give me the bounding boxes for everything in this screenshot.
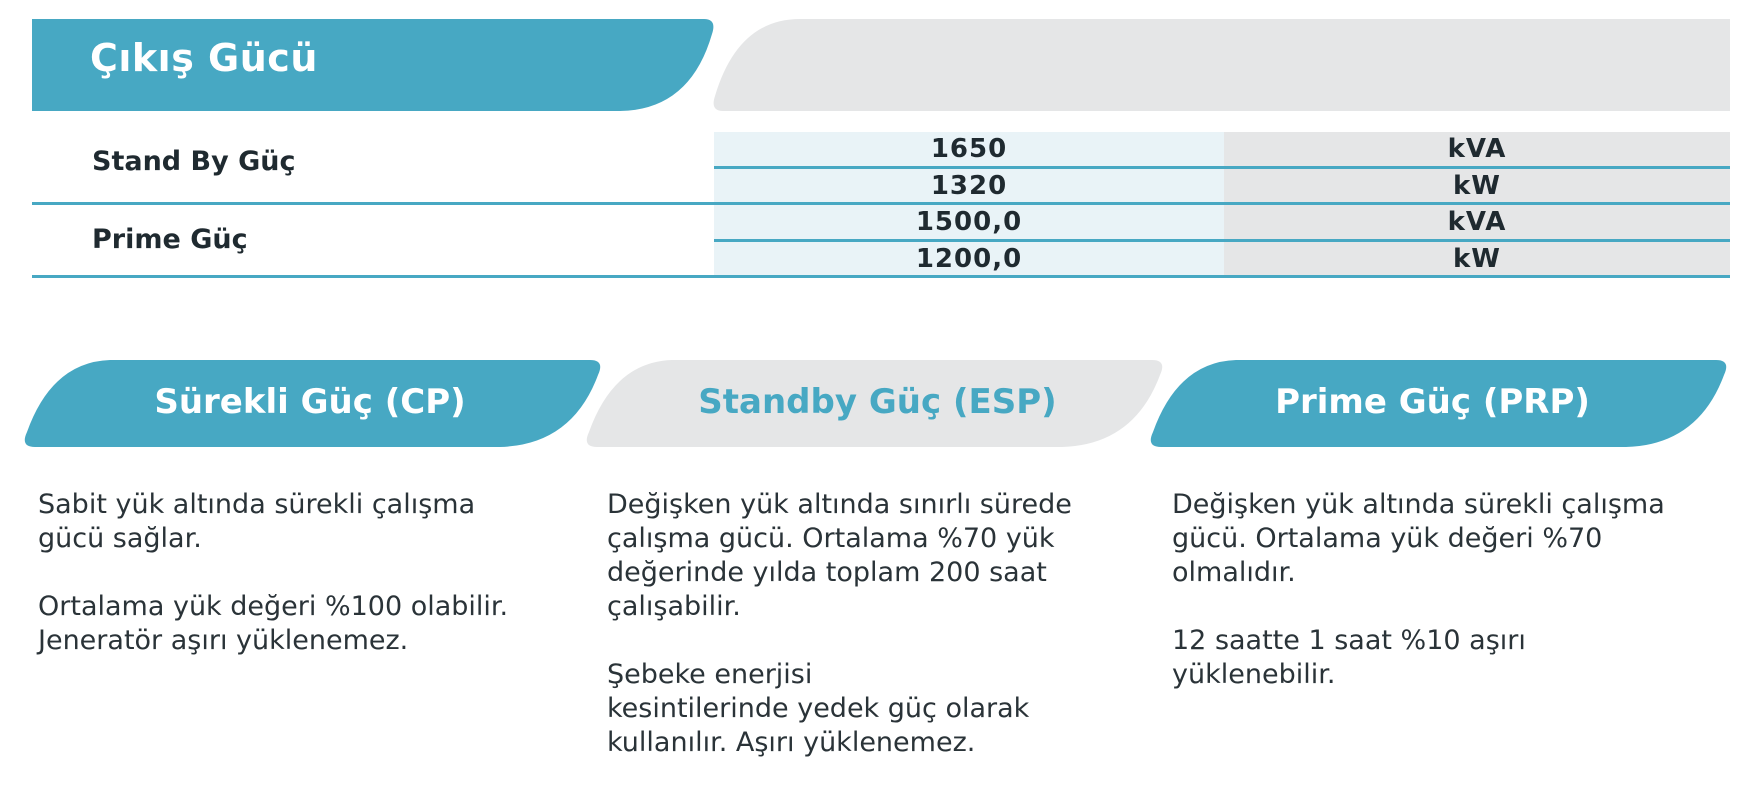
row-label-standby: Stand By Güç [92, 146, 296, 177]
paragraph: Sabit yük altında sürekli çalışma gücü sağlar. [38, 489, 476, 554]
section-body-prp [1172, 488, 1742, 692]
unit-cell: kW [1224, 169, 1730, 203]
value-cell: 1500,0 [714, 205, 1224, 239]
paragraph: Şebeke enerjisi kesintilerinde yedek güç olarak kullanılır. Aşırı yüklenemez. [607, 659, 1030, 758]
header-title: Çıkış Gücü [90, 36, 318, 80]
paragraph: Ortalama yük değeri %100 olabilir. Jeneratör aşırı yüklenemez. [38, 591, 509, 656]
unit-cell: kW [1224, 242, 1730, 276]
row-label-prime: Prime Güç [92, 224, 248, 255]
unit-cell: kVA [1224, 132, 1730, 166]
row-divider [32, 275, 1730, 278]
section-title-cp: Sürekli Güç (CP) [154, 382, 466, 422]
section-body-cp [38, 488, 578, 658]
power-table [0, 130, 1758, 280]
value-cell: 1650 [714, 132, 1224, 166]
paragraph: 12 saatte 1 saat %10 aşırı yüklenebilir. [1172, 625, 1526, 690]
section-title-prp: Prime Güç (PRP) [1275, 382, 1590, 422]
value-cell: 1320 [714, 169, 1224, 203]
section-title-esp: Standby Güç (ESP) [698, 382, 1057, 422]
paragraph: Değişken yük altında sınırlı sürede çalışma gücü. Ortalama %70 yük değerinde yılda toplam 200 saat çalışabilir. [607, 489, 1072, 622]
section-body-esp [607, 488, 1167, 760]
value-cell: 1200,0 [714, 242, 1224, 276]
paragraph: Değişken yük altında sürekli çalışma gücü. Ortalama yük değeri %70 olmalıdır. [1172, 489, 1665, 588]
unit-cell: kVA [1224, 205, 1730, 239]
